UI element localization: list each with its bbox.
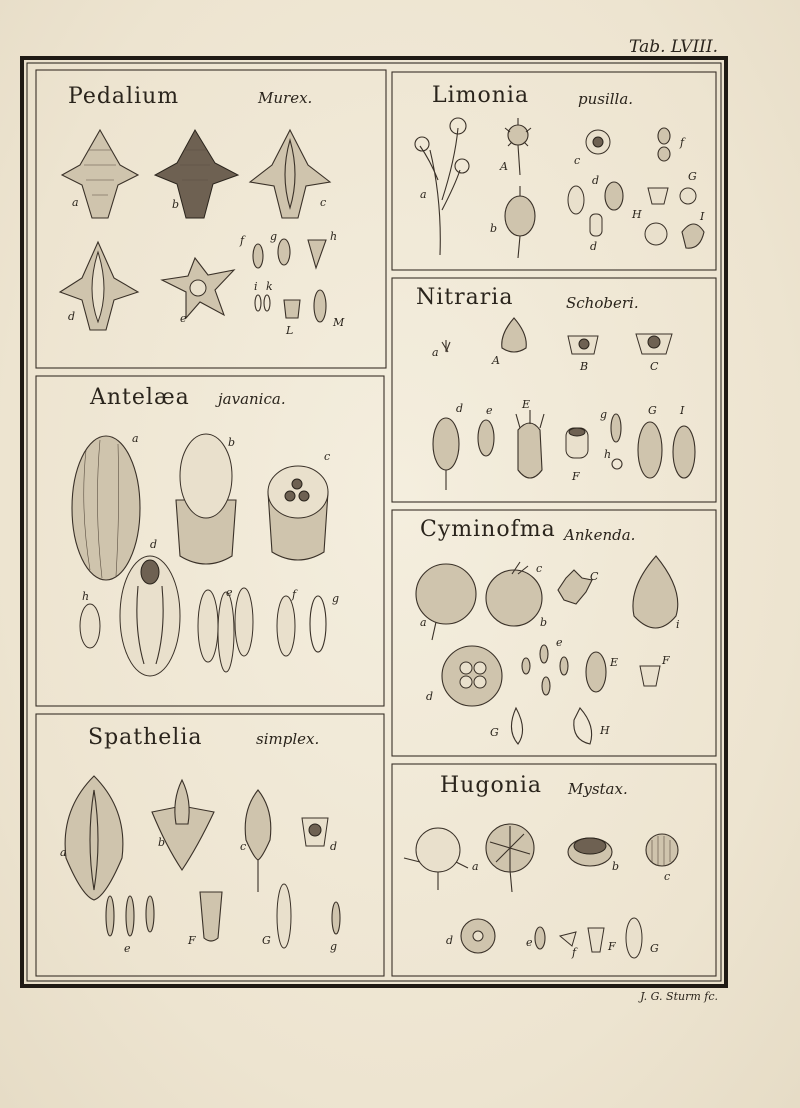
svg-text:e: e (180, 312, 187, 325)
flower-details (442, 318, 672, 354)
svg-text:C: C (650, 360, 659, 373)
svg-text:f: f (240, 234, 245, 247)
svg-text:b: b (228, 436, 236, 449)
svg-text:c: c (240, 840, 247, 853)
svg-text:c: c (320, 196, 327, 209)
species-name: simplex. (256, 730, 320, 748)
genus-name: Hugonia (440, 773, 543, 798)
species-name: pusilla. (578, 90, 634, 108)
genus-name: Limonia (432, 83, 530, 108)
svg-text:E: E (522, 398, 531, 411)
svg-text:g: g (332, 592, 340, 605)
svg-text:G: G (688, 170, 697, 183)
fruit-details (433, 410, 695, 490)
svg-text:H: H (600, 724, 610, 737)
svg-text:h: h (82, 590, 90, 603)
svg-text:I: I (680, 404, 685, 417)
svg-text:M: M (333, 316, 345, 329)
svg-text:g: g (600, 408, 608, 421)
svg-text:d: d (150, 538, 158, 551)
svg-text:c: c (324, 450, 331, 463)
svg-text:d: d (426, 690, 434, 703)
svg-text:A: A (500, 160, 508, 173)
svg-text:b: b (172, 198, 180, 211)
svg-text:a: a (60, 846, 67, 859)
seed-details (80, 588, 326, 672)
seed-details (253, 239, 326, 322)
fruit-a (72, 436, 140, 580)
svg-text:E: E (610, 656, 619, 669)
svg-text:e: e (556, 636, 563, 649)
svg-text:i: i (676, 618, 680, 631)
species-name: Murex. (258, 89, 313, 107)
svg-text:b: b (490, 222, 498, 235)
svg-text:d: d (68, 310, 76, 323)
svg-text:f: f (680, 136, 685, 149)
svg-text:a: a (132, 432, 139, 445)
svg-text:d: d (446, 934, 454, 947)
svg-text:a: a (420, 616, 427, 629)
fruit-b (155, 130, 238, 218)
svg-text:F: F (662, 654, 670, 667)
svg-text:H: H (632, 208, 642, 221)
genus-name: Spathelia (88, 725, 203, 750)
svg-text:B: B (580, 360, 589, 373)
species-name: Schoberi. (566, 294, 639, 312)
svg-text:G: G (648, 404, 657, 417)
svg-text:h: h (604, 448, 612, 461)
svg-text:k: k (266, 280, 273, 293)
panel-limonia (392, 72, 716, 270)
genus-name: Cyminofma (420, 517, 556, 542)
svg-text:f: f (572, 946, 577, 959)
genus-name: Antelæa (90, 385, 190, 410)
panel-nitraria (392, 278, 716, 502)
fruit-c-section (268, 466, 328, 560)
svg-text:b: b (612, 860, 620, 873)
svg-text:L: L (286, 324, 294, 337)
svg-text:C: C (590, 570, 599, 583)
svg-text:e: e (124, 942, 131, 955)
svg-text:a: a (420, 188, 427, 201)
svg-text:F: F (188, 934, 196, 947)
species-name: Ankenda. (564, 526, 636, 544)
svg-text:G: G (650, 942, 659, 955)
svg-text:c: c (664, 870, 671, 883)
plate-number: Tab. LVIII. (629, 37, 718, 57)
svg-text:c: c (536, 562, 543, 575)
svg-text:F: F (572, 470, 580, 483)
svg-text:d: d (330, 840, 338, 853)
panel-antelaea (36, 376, 384, 706)
svg-text:i: i (254, 280, 258, 293)
fruit-details (65, 776, 340, 948)
fruit-details (416, 556, 678, 744)
svg-text:d: d (456, 402, 464, 415)
genus-name: Nitraria (416, 285, 514, 310)
svg-text:a: a (72, 196, 79, 209)
svg-text:F: F (608, 940, 616, 953)
svg-text:b: b (540, 616, 548, 629)
fruit-e-top (162, 258, 234, 318)
svg-text:d: d (592, 174, 600, 187)
panel-pedalium (36, 70, 386, 368)
panel-cyminosma (392, 510, 716, 756)
svg-text:b: b (158, 836, 166, 849)
svg-text:e: e (526, 936, 533, 949)
engraver-signature: J. G. Sturm fc. (640, 990, 718, 1003)
svg-text:c: c (574, 154, 581, 167)
svg-text:a: a (432, 346, 439, 359)
fruit-b (505, 186, 535, 258)
svg-text:G: G (490, 726, 499, 739)
svg-text:G: G (262, 934, 271, 947)
svg-text:e: e (486, 404, 493, 417)
species-name: Mystax. (568, 780, 628, 798)
species-name: javanica. (218, 390, 286, 408)
fruit-c (250, 130, 330, 218)
svg-text:a: a (472, 860, 479, 873)
flower-A (505, 118, 531, 175)
panel-spathelia (36, 714, 384, 976)
flowering-sprig-a (415, 118, 469, 255)
panel-frame (392, 510, 716, 756)
fruit-b (176, 434, 236, 564)
svg-text:h: h (330, 230, 338, 243)
svg-text:d: d (590, 240, 598, 253)
svg-text:e: e (226, 586, 233, 599)
svg-text:g: g (330, 940, 338, 953)
svg-text:g: g (270, 230, 278, 243)
genus-name: Pedalium (68, 84, 180, 109)
panel-hugonia (392, 764, 716, 976)
svg-text:A: A (492, 354, 500, 367)
svg-text:I: I (700, 210, 705, 223)
svg-text:f: f (292, 588, 297, 601)
fruit-d-section (120, 556, 180, 676)
